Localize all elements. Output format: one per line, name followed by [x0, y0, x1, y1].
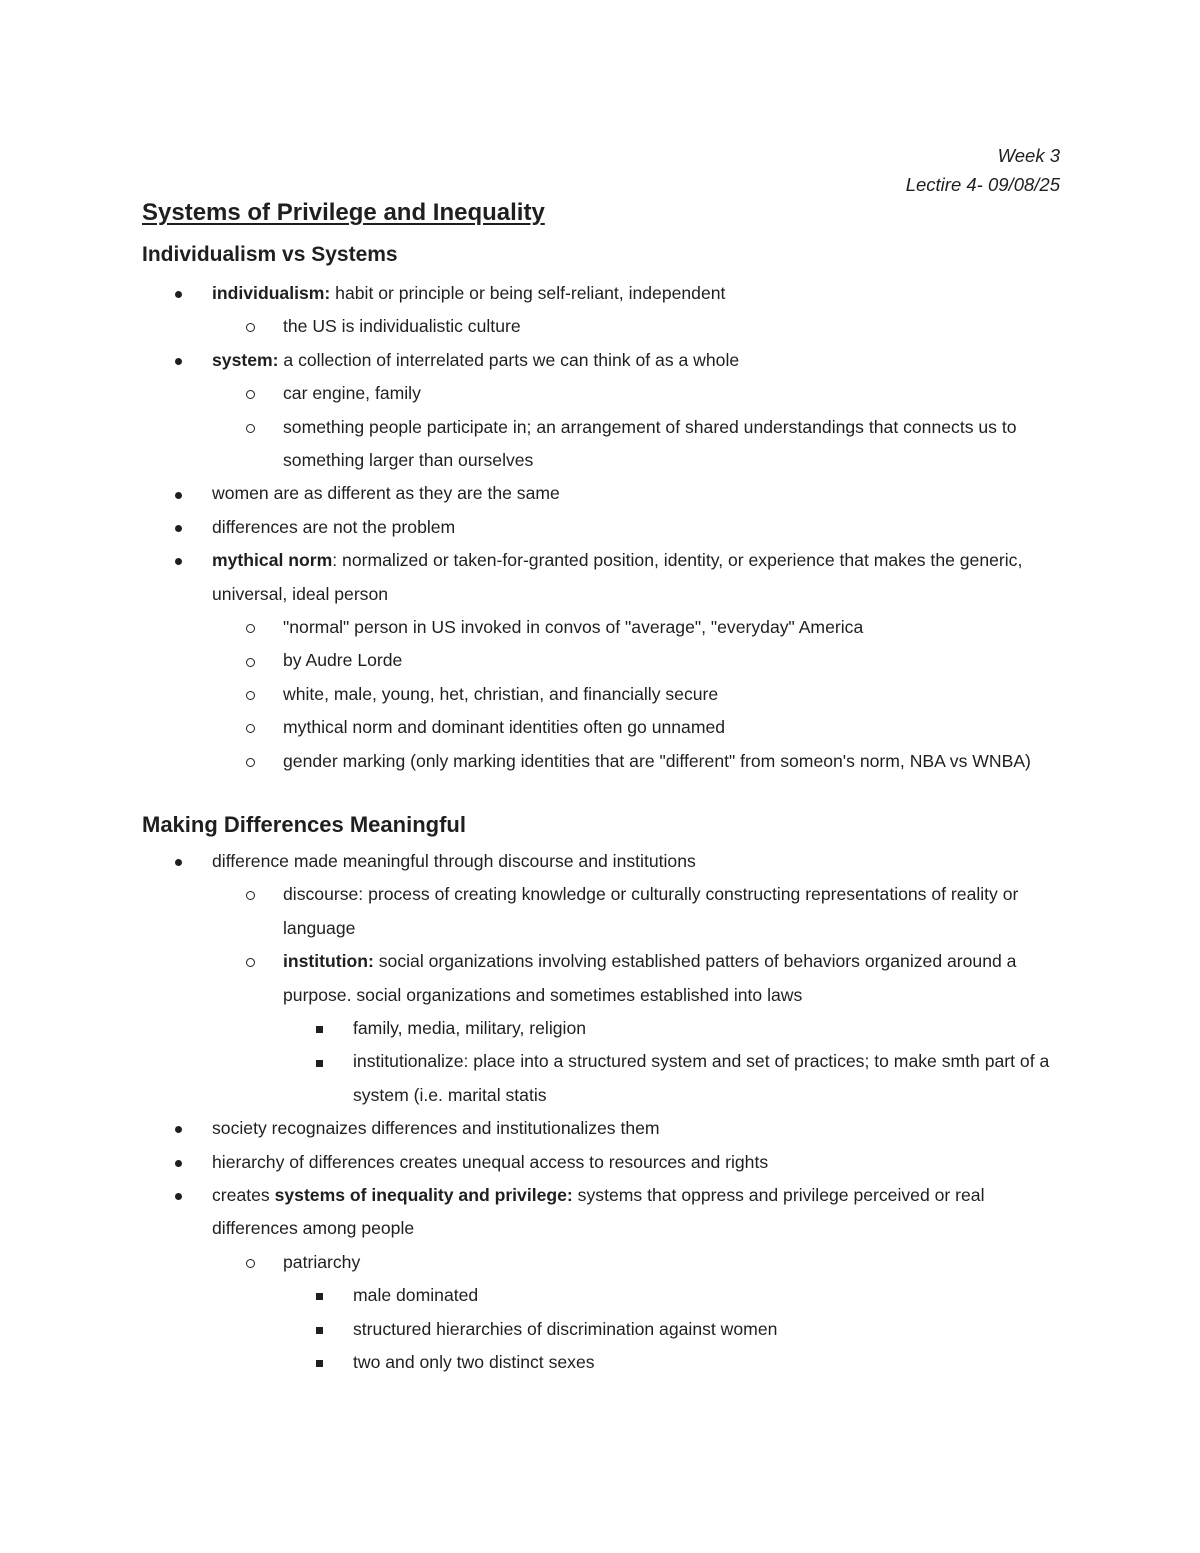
bullet-circle-icon: [246, 878, 255, 911]
term-individualism: individualism:: [212, 283, 331, 303]
list-item: [0, 277, 1062, 310]
definition-text: : normalized or taken-for-granted position, identity, or experience that makes the generic, universal, ideal person: [212, 550, 1023, 604]
item-text: by Audre Lorde: [283, 650, 403, 671]
list-item: [0, 411, 1068, 478]
item-text: "normal" person in US invoked in convos of "average", "everyday" America: [283, 617, 864, 638]
item-text: discourse: process of creating knowledge or culturally constructing representations of reality or language: [283, 884, 1019, 938]
list-item: [0, 711, 1068, 744]
list-item: [0, 1045, 1053, 1112]
bullet-circle-icon: [246, 678, 255, 711]
bullet-circle-icon: [246, 411, 255, 444]
bullet-dot-icon: [175, 277, 182, 310]
header-info: [906, 141, 1060, 199]
bullet-circle-icon: [246, 377, 255, 410]
item-text: structured hierarchies of discrimination against women: [353, 1318, 778, 1339]
bullet-dot-icon: [175, 845, 182, 878]
section-individualism-list: [0, 277, 1200, 778]
item-text: differences are not the problem: [212, 516, 456, 537]
bullet-square-icon: [316, 1045, 323, 1078]
bullet-circle-icon: [246, 745, 255, 778]
list-item: [0, 1179, 1062, 1246]
list-item: [0, 1346, 1053, 1379]
list-item: [0, 511, 1062, 544]
item-text: white, male, young, het, christian, and financially secure: [283, 683, 719, 704]
item-text: two and only two distinct sexes: [353, 1352, 595, 1373]
bullet-dot-icon: [175, 1112, 182, 1145]
list-item: [0, 1279, 1053, 1312]
definition-text: social organizations involving established patters of behaviors organized around a purpose. social organizations and sometimes established into laws: [283, 951, 1017, 1005]
list-item: [0, 1313, 1053, 1346]
item-text: women are as different as they are the same: [212, 483, 560, 504]
list-item: [0, 845, 1062, 878]
term-systems-of-inequality: systems of inequality and privilege:: [274, 1185, 573, 1206]
document-title: Systems of Privilege and Inequality: [142, 199, 545, 226]
bullet-square-icon: [316, 1279, 323, 1312]
term-mythical-norm: mythical norm: [212, 550, 333, 571]
bullet-dot-icon: [175, 544, 182, 577]
week-label: Week 3: [997, 145, 1060, 166]
item-text: mythical norm and dominant identities often go unnamed: [283, 717, 726, 738]
item-text: creates: [212, 1185, 275, 1206]
bullet-dot-icon: [175, 1146, 182, 1179]
list-item: [0, 678, 1068, 711]
definition-text: systems that oppress and privilege perceived or real differences among people: [212, 1185, 985, 1239]
list-item: [0, 344, 1062, 377]
term-institution: institution:: [283, 951, 374, 972]
bullet-dot-icon: [175, 1179, 182, 1212]
item-text: institutionalize: place into a structured system and set of practices; to make smth part of a system (i.e. marital statis: [353, 1051, 1050, 1105]
bullet-dot-icon: [175, 511, 182, 544]
item-text: something people participate in; an arrangement of shared understandings that connects us to something larger than ourselves: [283, 416, 1017, 471]
bullet-dot-icon: [175, 477, 182, 510]
section-heading-differences: Making Differences Meaningful: [142, 812, 466, 837]
bullet-square-icon: [316, 1012, 323, 1045]
list-item: [0, 544, 1062, 611]
section-differences-list: [0, 845, 1200, 1380]
item-text: society recognaizes differences and institutionalizes them: [212, 1118, 660, 1139]
section-heading-individualism: Individualism vs Systems: [142, 243, 398, 266]
definition-text: habit or principle or being self-reliant, independent: [330, 283, 726, 303]
item-text: patriarchy: [283, 1251, 361, 1272]
bullet-circle-icon: [246, 945, 255, 978]
list-item: [0, 377, 1068, 410]
bullet-circle-icon: [246, 611, 255, 644]
item-text: car engine, family: [283, 383, 421, 404]
item-text: the US is individualistic culture: [283, 316, 521, 337]
list-item: [0, 945, 1068, 1012]
list-item: [0, 745, 1068, 778]
bullet-square-icon: [316, 1313, 323, 1346]
bullet-circle-icon: [246, 711, 255, 744]
item-text: difference made meaningful through discourse and institutions: [212, 851, 696, 871]
item-text: family, media, military, religion: [353, 1018, 587, 1039]
list-item: [0, 1112, 1062, 1145]
bullet-circle-icon: [246, 1246, 255, 1279]
list-item: [0, 310, 1068, 343]
item-text: gender marking (only marking identities that are "different" from someon's norm, NBA vs WNBA): [283, 750, 1031, 771]
lecture-label: Lectire 4- 09/08/25: [905, 174, 1060, 195]
item-text: male dominated: [353, 1285, 479, 1306]
bullet-circle-icon: [246, 310, 255, 343]
item-text: hierarchy of differences creates unequal access to resources and rights: [212, 1151, 769, 1172]
bullet-dot-icon: [175, 344, 182, 377]
bullet-square-icon: [316, 1346, 323, 1379]
list-item: [0, 1012, 1053, 1045]
list-item: [0, 878, 1068, 945]
term-system: system:: [212, 349, 279, 370]
list-item: [0, 1146, 1062, 1179]
list-item: [0, 611, 1068, 644]
list-item: [0, 1246, 1068, 1279]
list-item: [0, 644, 1068, 677]
definition-text: a collection of interrelated parts we can think of as a whole: [278, 349, 740, 370]
list-item: [0, 477, 1062, 510]
bullet-circle-icon: [246, 644, 255, 677]
